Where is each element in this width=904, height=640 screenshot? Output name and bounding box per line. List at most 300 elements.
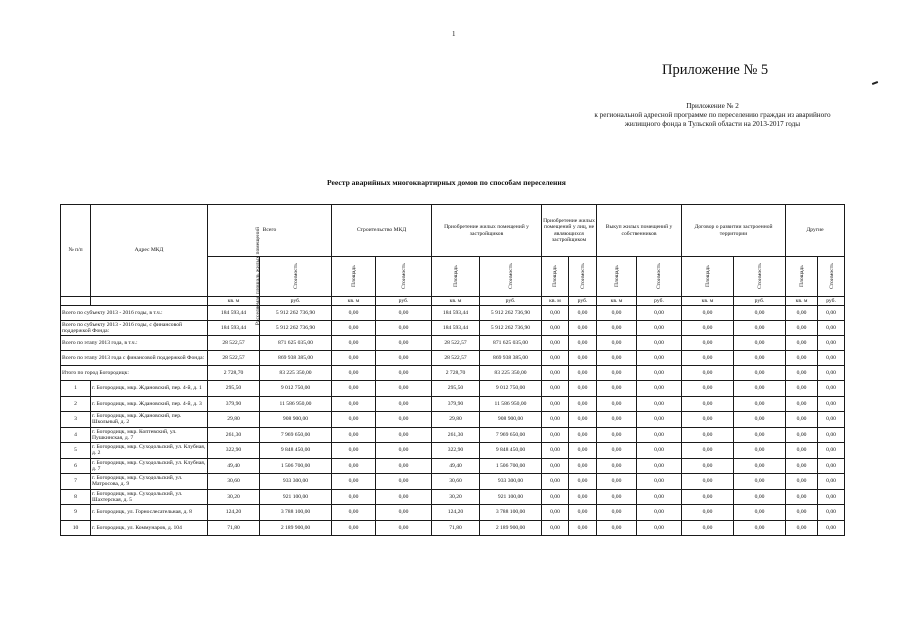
summary-value: 5 912 262 736,90 <box>480 306 542 321</box>
row-value: 0,00 <box>734 489 786 505</box>
row-value: 0,00 <box>597 443 637 459</box>
row-value: 0,00 <box>542 520 569 536</box>
row-value: 0,00 <box>332 458 376 474</box>
summary-value: 0,00 <box>734 306 786 321</box>
summary-value: 0,00 <box>376 321 432 336</box>
row-value: 49,40 <box>208 458 260 474</box>
annex-line-2: к региональной адресной программе по переселению граждан из аварийного <box>594 111 831 119</box>
summary-value: 5 912 262 736,90 <box>480 321 542 336</box>
unit-rub: руб. <box>818 297 845 306</box>
summary-value: 0,00 <box>818 321 845 336</box>
row-value: 0,00 <box>818 427 845 443</box>
table-row <box>61 520 845 536</box>
row-value: 0,00 <box>734 396 786 412</box>
row-value: 0,00 <box>637 381 682 397</box>
row-value: 261,30 <box>432 427 480 443</box>
row-value: 0,00 <box>786 412 818 428</box>
row-value: 0,00 <box>682 443 734 459</box>
row-value: 0,00 <box>376 505 432 521</box>
row-value: 908 900,00 <box>260 412 332 428</box>
row-address: г. Богородицк, мкр. Ждановский, пер. Школьный, д. 2 <box>91 412 208 428</box>
summary-value: 0,00 <box>597 366 637 381</box>
unit-cell <box>61 297 91 306</box>
unit-area: кв. м <box>332 297 376 306</box>
row-address: г. Богородицк, ул. Коммунаров, д. 104 <box>91 520 208 536</box>
subheader-area: Площадь <box>682 257 734 297</box>
row-value: 0,00 <box>637 505 682 521</box>
table-row <box>61 412 845 428</box>
summary-row <box>61 306 845 321</box>
row-value: 0,00 <box>376 489 432 505</box>
summary-value: 0,00 <box>569 351 597 366</box>
row-value: 0,00 <box>818 443 845 459</box>
unit-area: кв. м <box>786 297 818 306</box>
row-value: 9 012 750,00 <box>480 381 542 397</box>
unit-rub: руб. <box>376 297 432 306</box>
summary-value: 0,00 <box>569 366 597 381</box>
row-value: 0,00 <box>597 458 637 474</box>
row-value: 0,00 <box>786 520 818 536</box>
row-value: 0,00 <box>569 520 597 536</box>
row-address: г. Богородицк, мкр. Суходольский, ул. Клубная, д. 7 <box>91 458 208 474</box>
header-territory-contract: Договор о развитии застроенной территории <box>682 205 786 257</box>
row-value: 0,00 <box>376 427 432 443</box>
row-value: 0,00 <box>637 458 682 474</box>
row-value: 0,00 <box>542 427 569 443</box>
subheader-cost: Стоимость <box>734 257 786 297</box>
row-value: 11 586 950,00 <box>260 396 332 412</box>
summary-value: 0,00 <box>569 321 597 336</box>
row-value: 0,00 <box>786 458 818 474</box>
summary-value: 184 593,44 <box>208 321 260 336</box>
row-value: 11 586 950,00 <box>480 396 542 412</box>
row-value: 0,00 <box>569 396 597 412</box>
row-value: 0,00 <box>332 427 376 443</box>
unit-rub: руб. <box>734 297 786 306</box>
row-value: 0,00 <box>332 381 376 397</box>
summary-value: 0,00 <box>597 321 637 336</box>
row-value: 0,00 <box>734 412 786 428</box>
row-value: 0,00 <box>376 458 432 474</box>
unit-rub: руб. <box>260 297 332 306</box>
row-value: 30,60 <box>208 474 260 490</box>
row-value: 0,00 <box>542 412 569 428</box>
row-number: 3 <box>61 412 91 428</box>
row-number: 7 <box>61 474 91 490</box>
registry-body <box>61 306 845 536</box>
row-value: 0,00 <box>734 474 786 490</box>
annex-line-1: Приложение № 2 <box>686 102 739 110</box>
row-value: 0,00 <box>542 381 569 397</box>
header-purchase-others: Приобретение жилых помещений у лиц, не являющихся застройщиком <box>542 205 597 257</box>
table-row <box>61 505 845 521</box>
row-value: 379,90 <box>432 396 480 412</box>
row-number: 2 <box>61 396 91 412</box>
row-value: 0,00 <box>786 396 818 412</box>
summary-value: 0,00 <box>682 351 734 366</box>
row-value: 71,80 <box>208 520 260 536</box>
row-value: 0,00 <box>597 412 637 428</box>
summary-value: 0,00 <box>376 366 432 381</box>
summary-value: 0,00 <box>637 366 682 381</box>
annex-reference <box>560 102 865 129</box>
row-value: 2 189 900,00 <box>260 520 332 536</box>
row-value: 0,00 <box>569 443 597 459</box>
summary-value: 0,00 <box>682 306 734 321</box>
row-value: 0,00 <box>786 427 818 443</box>
summary-value: 0,00 <box>818 306 845 321</box>
row-value: 0,00 <box>542 443 569 459</box>
summary-value: 0,00 <box>734 366 786 381</box>
row-value: 0,00 <box>597 474 637 490</box>
row-value: 0,00 <box>332 412 376 428</box>
row-number: 10 <box>61 520 91 536</box>
annex-line-3: жилищного фонда в Тульской области на 2013-2017 годы <box>624 120 801 128</box>
summary-value: 0,00 <box>376 351 432 366</box>
units-row <box>61 297 845 306</box>
summary-row <box>61 351 845 366</box>
row-value: 379,90 <box>208 396 260 412</box>
subheader-cost: Стоимость <box>260 257 332 297</box>
header-other: Другие <box>786 205 845 257</box>
summary-value: 0,00 <box>332 366 376 381</box>
subheader-resettled-area: Расселяемая площадь жилых помещений <box>208 257 260 297</box>
row-value: 0,00 <box>597 381 637 397</box>
unit-rub: руб. <box>569 297 597 306</box>
table-row <box>61 396 845 412</box>
summary-value: 0,00 <box>682 336 734 351</box>
summary-row <box>61 336 845 351</box>
table-row <box>61 381 845 397</box>
summary-label: Всего по субъекту 2013 - 2016 годы, в т.ч.: <box>61 306 208 321</box>
summary-value: 184 593,44 <box>432 306 480 321</box>
header-purchase-developers: Приобретение жилых помещений у застройщиков <box>432 205 542 257</box>
summary-row <box>61 366 845 381</box>
row-value: 1 506 700,00 <box>260 458 332 474</box>
row-value: 0,00 <box>734 443 786 459</box>
summary-value: 0,00 <box>682 321 734 336</box>
summary-value: 0,00 <box>818 351 845 366</box>
table-row <box>61 427 845 443</box>
summary-value: 0,00 <box>734 321 786 336</box>
row-value: 0,00 <box>637 443 682 459</box>
header-buyout: Выкуп жилых помещений у собственников <box>597 205 682 257</box>
registry-table <box>60 204 845 536</box>
row-value: 0,00 <box>818 505 845 521</box>
summary-value: 871 625 035,00 <box>260 336 332 351</box>
row-value: 0,00 <box>569 427 597 443</box>
row-value: 933 300,00 <box>260 474 332 490</box>
row-value: 0,00 <box>637 520 682 536</box>
row-value: 0,00 <box>682 489 734 505</box>
row-address: г. Богородицк, мкр. Ждановский, пер. 4-й, д. 1 <box>91 381 208 397</box>
summary-value: 0,00 <box>542 351 569 366</box>
summary-label: Всего по этапу 2013 года, в т.ч.: <box>61 336 208 351</box>
summary-value: 0,00 <box>637 306 682 321</box>
table-row <box>61 458 845 474</box>
row-value: 0,00 <box>569 505 597 521</box>
row-value: 0,00 <box>597 505 637 521</box>
summary-value: 0,00 <box>682 366 734 381</box>
row-value: 0,00 <box>734 520 786 536</box>
unit-area: кв. м <box>432 297 480 306</box>
row-value: 0,00 <box>786 505 818 521</box>
row-value: 0,00 <box>637 427 682 443</box>
row-value: 0,00 <box>682 474 734 490</box>
row-value: 0,00 <box>682 505 734 521</box>
row-address: г. Богородицк, мкр. Коптевский, ул. Пушкинская, д. 7 <box>91 427 208 443</box>
summary-value: 2 728,70 <box>208 366 260 381</box>
summary-value: 83 225 350,00 <box>260 366 332 381</box>
summary-label: Всего по этапу 2013 года с финансовой поддержкой Фонда: <box>61 351 208 366</box>
header-total: Всего <box>208 205 332 257</box>
table-row <box>61 489 845 505</box>
row-value: 0,00 <box>637 412 682 428</box>
row-value: 1 506 700,00 <box>480 458 542 474</box>
row-value: 0,00 <box>332 443 376 459</box>
row-value: 0,00 <box>734 427 786 443</box>
row-value: 0,00 <box>734 381 786 397</box>
row-value: 0,00 <box>818 458 845 474</box>
row-address: г. Богородицк, мкр. Суходольский, ул. Шахтерская, д. 5 <box>91 489 208 505</box>
summary-value: 871 625 035,00 <box>480 336 542 351</box>
row-value: 0,00 <box>542 505 569 521</box>
row-value: 933 300,00 <box>480 474 542 490</box>
row-address: г. Богородицк, ул. Горнослесательная, д. 8 <box>91 505 208 521</box>
registry-title: Реестр аварийных многоквартирных домов по способам переселения <box>327 178 566 187</box>
summary-value: 869 938 385,00 <box>480 351 542 366</box>
row-number: 8 <box>61 489 91 505</box>
summary-value: 0,00 <box>597 306 637 321</box>
row-value: 7 969 650,00 <box>480 427 542 443</box>
row-value: 0,00 <box>376 396 432 412</box>
row-address: г. Богородицк, мкр. Ждановский, пер. 4-й, д. 3 <box>91 396 208 412</box>
summary-value: 0,00 <box>637 336 682 351</box>
row-value: 30,20 <box>432 489 480 505</box>
summary-value: 0,00 <box>597 336 637 351</box>
row-value: 0,00 <box>376 520 432 536</box>
row-value: 0,00 <box>786 474 818 490</box>
row-value: 49,40 <box>432 458 480 474</box>
summary-value: 83 225 350,00 <box>480 366 542 381</box>
row-value: 9 848 450,00 <box>260 443 332 459</box>
row-value: 0,00 <box>682 520 734 536</box>
row-value: 0,00 <box>682 458 734 474</box>
row-value: 0,00 <box>332 474 376 490</box>
row-value: 921 100,00 <box>260 489 332 505</box>
row-value: 0,00 <box>786 443 818 459</box>
row-value: 3 788 100,00 <box>260 505 332 521</box>
row-value: 921 100,00 <box>480 489 542 505</box>
row-value: 0,00 <box>818 489 845 505</box>
page-number: 1 <box>452 30 456 38</box>
row-value: 0,00 <box>332 520 376 536</box>
summary-value: 0,00 <box>597 351 637 366</box>
subheader-cost: Стоимость <box>569 257 597 297</box>
table-row <box>61 474 845 490</box>
summary-value: 0,00 <box>569 336 597 351</box>
summary-value: 28 522,57 <box>432 336 480 351</box>
row-address: г. Богородицк, мкр. Суходольский, ул. Клубная, д. 2 <box>91 443 208 459</box>
row-value: 0,00 <box>569 412 597 428</box>
row-value: 29,80 <box>208 412 260 428</box>
summary-value: 184 593,44 <box>432 321 480 336</box>
row-value: 0,00 <box>542 489 569 505</box>
summary-value: 0,00 <box>376 336 432 351</box>
header-address: Адрес МКД <box>91 205 208 297</box>
summary-value: 0,00 <box>637 351 682 366</box>
summary-value: 0,00 <box>734 351 786 366</box>
unit-area: кв. м <box>542 297 569 306</box>
row-value: 3 788 100,00 <box>480 505 542 521</box>
summary-value: 2 728,70 <box>432 366 480 381</box>
row-number: 1 <box>61 381 91 397</box>
row-value: 0,00 <box>569 489 597 505</box>
row-value: 0,00 <box>818 381 845 397</box>
row-address: г. Богородицк, мкр. Суходольский, ул. Матросова, д. 9 <box>91 474 208 490</box>
summary-value: 0,00 <box>569 306 597 321</box>
row-value: 0,00 <box>569 474 597 490</box>
subheader-area: Площадь <box>597 257 637 297</box>
row-value: 0,00 <box>734 505 786 521</box>
summary-value: 0,00 <box>734 336 786 351</box>
summary-value: 0,00 <box>786 366 818 381</box>
unit-rub: руб. <box>480 297 542 306</box>
row-number: 6 <box>61 458 91 474</box>
row-value: 0,00 <box>597 520 637 536</box>
row-number: 4 <box>61 427 91 443</box>
row-value: 0,00 <box>569 381 597 397</box>
row-value: 295,50 <box>432 381 480 397</box>
row-value: 322,90 <box>432 443 480 459</box>
summary-value: 0,00 <box>818 336 845 351</box>
row-value: 9 012 750,00 <box>260 381 332 397</box>
row-value: 0,00 <box>734 458 786 474</box>
row-value: 0,00 <box>818 474 845 490</box>
summary-value: 0,00 <box>786 306 818 321</box>
summary-value: 0,00 <box>332 351 376 366</box>
row-value: 0,00 <box>542 396 569 412</box>
header-number: № п/п <box>61 205 91 297</box>
unit-rub: руб. <box>637 297 682 306</box>
row-value: 0,00 <box>376 412 432 428</box>
subheader-area: Площадь <box>432 257 480 297</box>
row-value: 0,00 <box>332 396 376 412</box>
row-number: 9 <box>61 505 91 521</box>
row-value: 0,00 <box>637 474 682 490</box>
subheader-area: Площадь <box>542 257 569 297</box>
row-value: 322,90 <box>208 443 260 459</box>
subheader-area: Площадь <box>332 257 376 297</box>
row-value: 29,80 <box>432 412 480 428</box>
appendix-title: Приложение № 5 <box>662 62 769 78</box>
row-value: 0,00 <box>597 489 637 505</box>
row-value: 0,00 <box>332 505 376 521</box>
row-value: 124,20 <box>432 505 480 521</box>
summary-value: 0,00 <box>542 336 569 351</box>
row-value: 0,00 <box>682 427 734 443</box>
summary-value: 0,00 <box>332 336 376 351</box>
subheader-area: Площадь <box>786 257 818 297</box>
summary-value: 0,00 <box>786 351 818 366</box>
unit-area: кв. м <box>208 297 260 306</box>
summary-value: 0,00 <box>332 306 376 321</box>
row-value: 0,00 <box>786 381 818 397</box>
row-value: 0,00 <box>376 474 432 490</box>
header-construction: Строительство МКД <box>332 205 432 257</box>
unit-area: кв. м <box>682 297 734 306</box>
row-value: 30,20 <box>208 489 260 505</box>
row-value: 30,60 <box>432 474 480 490</box>
row-value: 0,00 <box>818 520 845 536</box>
row-value: 0,00 <box>786 489 818 505</box>
summary-value: 0,00 <box>542 321 569 336</box>
row-value: 9 848 450,00 <box>480 443 542 459</box>
summary-value: 0,00 <box>376 306 432 321</box>
summary-value: 0,00 <box>332 321 376 336</box>
row-value: 0,00 <box>376 443 432 459</box>
row-value: 295,50 <box>208 381 260 397</box>
summary-value: 184 593,44 <box>208 306 260 321</box>
row-value: 0,00 <box>818 412 845 428</box>
summary-value: 5 912 262 736,90 <box>260 306 332 321</box>
row-value: 71,80 <box>432 520 480 536</box>
row-value: 0,00 <box>637 489 682 505</box>
row-value: 0,00 <box>818 396 845 412</box>
summary-value: 28 522,57 <box>208 336 260 351</box>
subheader-cost: Стоимость <box>637 257 682 297</box>
row-value: 0,00 <box>332 489 376 505</box>
row-value: 0,00 <box>637 396 682 412</box>
summary-value: 0,00 <box>542 366 569 381</box>
row-value: 0,00 <box>597 427 637 443</box>
row-value: 7 969 650,00 <box>260 427 332 443</box>
summary-label: Всего по субъекту 2013 - 2016 годы, с финансовой поддержкой Фонда: <box>61 321 208 336</box>
unit-cell <box>91 297 208 306</box>
summary-value: 0,00 <box>786 336 818 351</box>
row-value: 0,00 <box>682 412 734 428</box>
row-value: 0,00 <box>376 381 432 397</box>
summary-row <box>61 321 845 336</box>
summary-value: 869 938 385,00 <box>260 351 332 366</box>
summary-value: 0,00 <box>786 321 818 336</box>
subheader-cost: Стоимость <box>818 257 845 297</box>
row-number: 5 <box>61 443 91 459</box>
row-value: 0,00 <box>542 474 569 490</box>
summary-value: 28 522,57 <box>208 351 260 366</box>
row-value: 2 189 900,00 <box>480 520 542 536</box>
summary-value: 28 522,57 <box>432 351 480 366</box>
scan-mark <box>872 81 878 85</box>
summary-label: Итого по город Богородицк: <box>61 366 208 381</box>
table-row <box>61 443 845 459</box>
row-value: 0,00 <box>597 396 637 412</box>
subheader-cost: Стоимость <box>480 257 542 297</box>
row-value: 261,30 <box>208 427 260 443</box>
summary-value: 5 912 262 736,90 <box>260 321 332 336</box>
row-value: 0,00 <box>682 381 734 397</box>
subheader-cost: Стоимость <box>376 257 432 297</box>
summary-value: 0,00 <box>542 306 569 321</box>
summary-value: 0,00 <box>637 321 682 336</box>
summary-value: 0,00 <box>818 366 845 381</box>
row-value: 124,20 <box>208 505 260 521</box>
unit-area: кв. м <box>597 297 637 306</box>
row-value: 908 900,00 <box>480 412 542 428</box>
row-value: 0,00 <box>682 396 734 412</box>
row-value: 0,00 <box>569 458 597 474</box>
row-value: 0,00 <box>542 458 569 474</box>
